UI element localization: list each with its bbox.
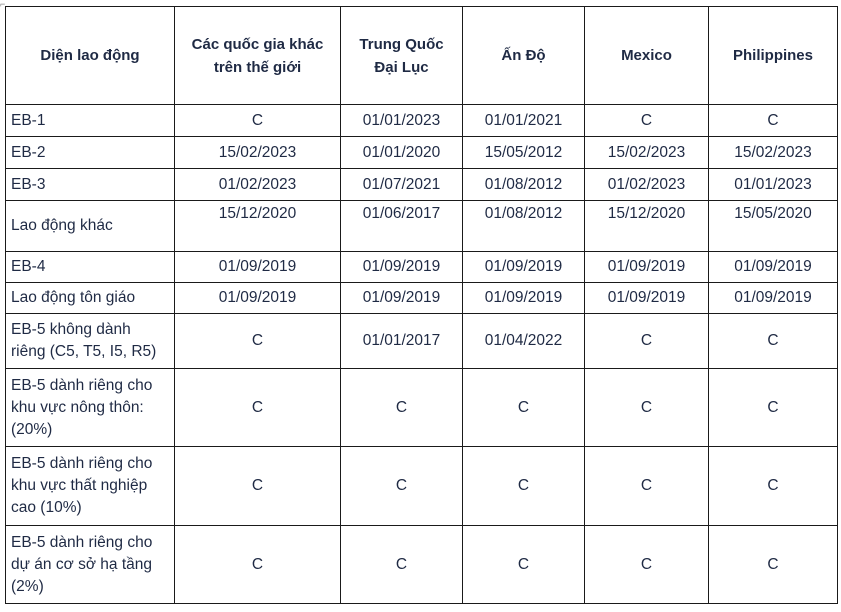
row-category: EB-5 không dành riêng (C5, T5, I5, R5): [6, 314, 175, 369]
row-category: EB-1: [6, 105, 175, 137]
cell-china: 01/01/2017: [341, 314, 463, 369]
cell-rest-of-world: 15/12/2020: [175, 201, 341, 252]
cell-rest-of-world: 01/02/2023: [175, 169, 341, 201]
header-philippines: Philippines: [709, 7, 838, 105]
cell-philippines: 01/09/2019: [709, 252, 838, 283]
row-category: EB-3: [6, 169, 175, 201]
cell-mexico: C: [585, 314, 709, 369]
cell-india: 01/08/2012: [463, 169, 585, 201]
cell-philippines: 15/02/2023: [709, 137, 838, 169]
table-header-row: [6, 7, 838, 105]
cell-mexico: C: [585, 447, 709, 526]
table-row: [6, 201, 838, 252]
cell-china: 01/09/2019: [341, 283, 463, 314]
cell-china: 01/01/2020: [341, 137, 463, 169]
row-category: EB-2: [6, 137, 175, 169]
table-row: [6, 105, 838, 137]
cell-india: 15/05/2012: [463, 137, 585, 169]
visa-bulletin-table: [5, 6, 838, 604]
cell-india: 01/08/2012: [463, 201, 585, 252]
table-row: [6, 314, 838, 369]
row-category: EB-5 dành riêng cho khu vực thất nghiệp cao (10%): [6, 447, 175, 526]
cell-rest-of-world: C: [175, 314, 341, 369]
cell-philippines: 15/05/2020: [709, 201, 838, 252]
cell-china: 01/09/2019: [341, 252, 463, 283]
row-category: EB-5 dành riêng cho khu vực nông thôn: (20%): [6, 369, 175, 447]
cell-china: 01/01/2023: [341, 105, 463, 137]
cell-philippines: 01/01/2023: [709, 169, 838, 201]
cell-rest-of-world: 01/09/2019: [175, 252, 341, 283]
cell-mexico: C: [585, 526, 709, 604]
cell-rest-of-world: C: [175, 369, 341, 447]
cell-rest-of-world: C: [175, 526, 341, 604]
cell-india: 01/09/2019: [463, 252, 585, 283]
header-category: Diện lao động: [6, 7, 175, 105]
table-row: [6, 447, 838, 526]
cell-rest-of-world: 01/09/2019: [175, 283, 341, 314]
cell-rest-of-world: C: [175, 105, 341, 137]
cell-mexico: C: [585, 369, 709, 447]
cell-philippines: 01/09/2019: [709, 283, 838, 314]
cell-rest-of-world: C: [175, 447, 341, 526]
header-mexico: Mexico: [585, 7, 709, 105]
cell-china: 01/06/2017: [341, 201, 463, 252]
cell-china: 01/07/2021: [341, 169, 463, 201]
cell-philippines: C: [709, 369, 838, 447]
cell-china: C: [341, 447, 463, 526]
cell-rest-of-world: 15/02/2023: [175, 137, 341, 169]
table-row: [6, 526, 838, 604]
table-row: [6, 169, 838, 201]
cell-india: 01/09/2019: [463, 283, 585, 314]
cell-china: C: [341, 369, 463, 447]
header-rest-of-world: Các quốc gia khác trên thế giới: [175, 7, 341, 105]
cell-india: C: [463, 447, 585, 526]
cell-china: C: [341, 526, 463, 604]
header-india: Ấn Độ: [463, 7, 585, 105]
table-row: [6, 252, 838, 283]
row-category: Lao động khác: [6, 201, 175, 252]
visa-bulletin-table-container: [5, 6, 838, 604]
cell-mexico: 15/02/2023: [585, 137, 709, 169]
cell-mexico: 01/02/2023: [585, 169, 709, 201]
table-row: [6, 283, 838, 314]
cell-philippines: C: [709, 526, 838, 604]
cell-mexico: 01/09/2019: [585, 283, 709, 314]
cell-india: 01/04/2022: [463, 314, 585, 369]
cell-philippines: C: [709, 314, 838, 369]
cell-india: C: [463, 526, 585, 604]
cell-mexico: 01/09/2019: [585, 252, 709, 283]
cell-philippines: C: [709, 105, 838, 137]
row-category: EB-4: [6, 252, 175, 283]
cell-philippines: C: [709, 447, 838, 526]
row-category: EB-5 dành riêng cho dự án cơ sở hạ tầng (2%): [6, 526, 175, 604]
table-row: [6, 369, 838, 447]
header-china: Trung Quốc Đại Lục: [341, 7, 463, 105]
row-category: Lao động tôn giáo: [6, 283, 175, 314]
table-row: [6, 137, 838, 169]
cell-india: C: [463, 369, 585, 447]
cell-india: 01/01/2021: [463, 105, 585, 137]
cell-mexico: C: [585, 105, 709, 137]
corner-crop-mark: ⌐: [0, 0, 6, 9]
cell-mexico: 15/12/2020: [585, 201, 709, 252]
